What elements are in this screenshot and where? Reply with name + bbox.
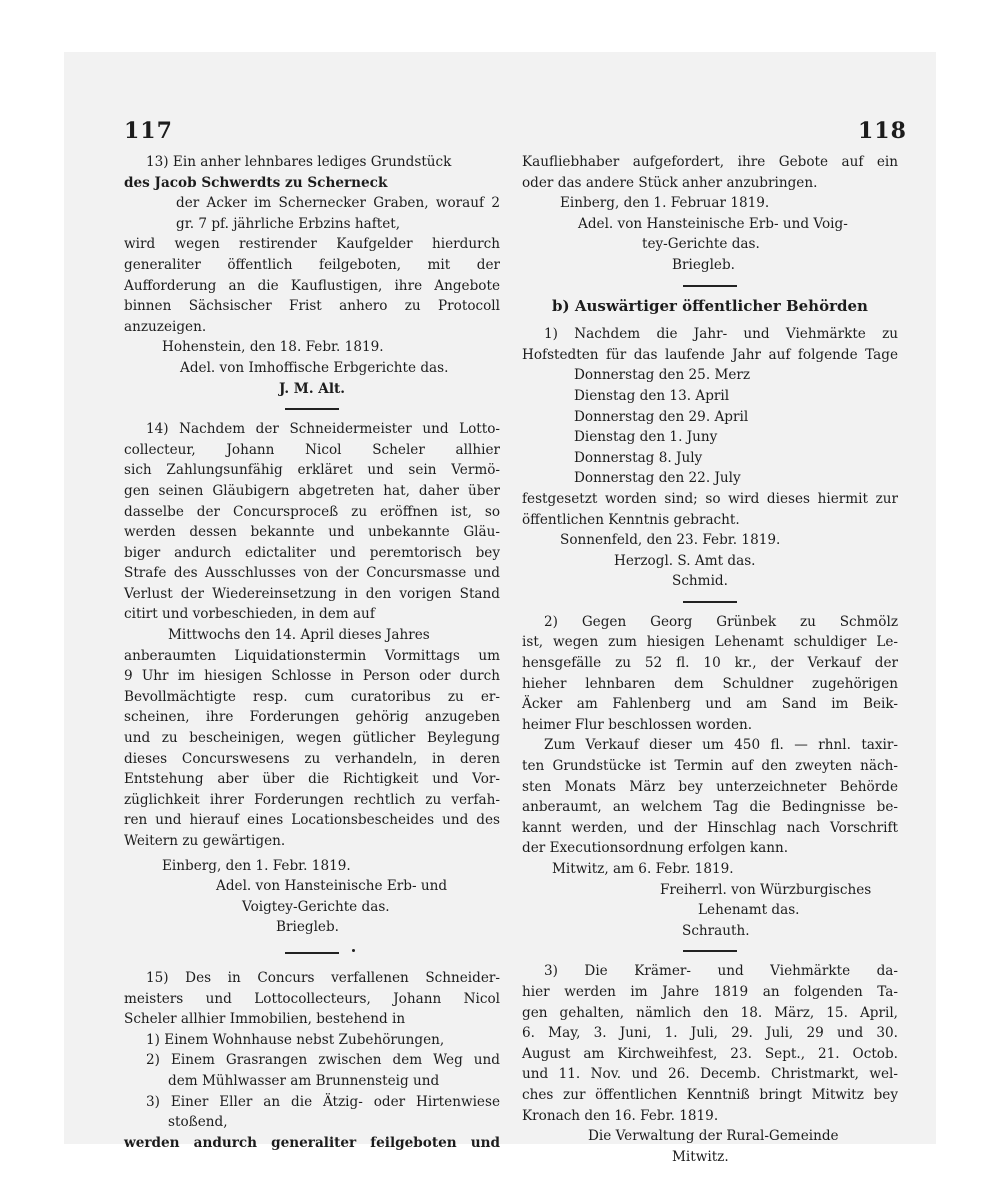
continuation-line: oder das andere Stück anher anzubringen. (522, 174, 818, 191)
notice-r2-line: ten Grundstücke ist Termin auf den zweyten näch- (522, 758, 898, 775)
notice-r3-line: Kronach den 16. Febr. 1819. (522, 1107, 719, 1124)
notice-15-line: meisters und Lottocollecteurs, Johann Nicol (124, 990, 500, 1007)
notice-14-line: gen seinen Gläubigern abgetreten hat, daher über (124, 482, 500, 499)
continuation (522, 152, 898, 276)
notice-r2-line: der Executionsordnung erfolgen kann. (522, 840, 789, 857)
market-day: Donnerstag den 22. July (574, 470, 741, 487)
market-day: Dienstag den 1. Juny (574, 429, 718, 446)
section-heading: b) Auswärtiger öffentlicher Behörden (552, 296, 868, 315)
notice-r3-line: August am Kirchweihfest, 23. Sept., 21. Octob. (522, 1045, 898, 1062)
notice-r1-signer: Schmid. (672, 573, 728, 590)
notice-r2-line: Äcker am Fahlenberg und am Sand im Beik- (522, 696, 898, 713)
notice-14-line: Bevollmächtigte resp. cum curatoribus zu er- (124, 688, 500, 705)
notice-r2-line: 2) Gegen Georg Grünbek zu Schmölz (544, 613, 898, 630)
notice-r2-line: anberaumt, an welchem Tag die Bedingnisse be- (522, 799, 898, 816)
notice-14-line: sich Zahlungsunfähig erkläret und sein Vermö- (124, 462, 500, 479)
notice-15-line: Scheler allhier Immobilien, bestehend in (124, 1011, 406, 1028)
notice-14-line: 9 Uhr im hiesigen Schlosse in Person oder durch (124, 668, 500, 685)
notice-14-line: anberaumten Liquidationstermin Vormittags um (124, 647, 500, 664)
notice-14-place-date: Einberg, den 1. Febr. 1819. (162, 857, 351, 874)
divider (683, 950, 737, 952)
notice-14 (124, 419, 500, 938)
notice-r2-line: hieher lehnbaren dem Schuldner zugehörigen (522, 675, 898, 692)
notice-r1-line: öffentlichen Kenntnis gebracht. (522, 511, 740, 528)
notice-14-line: Strafe des Ausschlusses von der Concursmasse und (124, 565, 500, 582)
notice-r3-line: hier werden im Jahre 1819 an folgenden Ta- (522, 983, 898, 1000)
notice-13-body: wird wegen restirender Kaufgelder hierdurch generaliter öffentlich feilgeboten, mit der Aufforderung an die Kauflustigen, ihre Angebote binnen Sächsischer Frist anhero zu Protocoll anzuzeigen. (124, 236, 500, 335)
notice-r3-signer: Mitwitz. (672, 1148, 729, 1165)
continuation-authority-1: Adel. von Hansteinische Erb- und Voig- (578, 215, 848, 232)
notice-r3-line: und 11. Nov. und 26. Decemb. Christmarkt, wel- (522, 1066, 898, 1083)
notice-14-line: dasselbe der Concursproceß zu eröffnen ist, so (124, 503, 500, 520)
notice-r2-place-date: Mitwitz, am 6. Febr. 1819. (552, 861, 734, 877)
notice-r3-line: ches zur öffentlichen Kenntniß bringt Mitwitz bey (522, 1086, 898, 1103)
notice-r1-line: festgesetzt worden sind; so wird dieses hiermit zur (522, 490, 898, 507)
notice-15-item: dem Mühlwasser am Brunnensteig und (168, 1072, 440, 1089)
notice-13 (124, 152, 500, 399)
notice-r1-line: 1) Nachdem die Jahr- und Viehmärkte zu (544, 326, 898, 343)
notice-13-line2: des Jacob Schwerdts zu Scherneck (124, 174, 388, 191)
notice-r2-line: kannt werden, und der Hinschlag nach Vorschrift (522, 819, 898, 836)
notice-15-item: 3) Einer Eller an die Ätzig- oder Hirtenwiese (146, 1093, 500, 1110)
notice-r3-line: 6. May, 3. Juni, 1. Juli, 29. Juli, 29 und 30. (522, 1025, 898, 1042)
notice-14-line: ren und hierauf eines Locationsbescheides und des (124, 812, 500, 829)
notice-r3 (522, 961, 898, 1167)
notice-14-authority-2: Voigtey-Gerichte das. (242, 898, 390, 915)
notice-r2-authority-2: Lehenamt das. (698, 902, 800, 919)
notice-14-line: werden dessen bekannte und unbekannte Gläu- (124, 524, 500, 541)
page-number-left: 117 (124, 118, 173, 144)
notice-14-signer: Briegleb. (276, 919, 339, 936)
market-day: Donnerstag den 25. Merz (574, 367, 751, 384)
notice-15-item: 2) Einem Grasrangen zwischen dem Weg und (146, 1052, 500, 1069)
market-day: Dienstag den 13. April (574, 387, 730, 404)
notice-14-line: Entstehung aber über die Richtigkeit und Vor- (124, 771, 500, 788)
notice-15-item: 1) Einem Wohnhause nebst Zubehörungen, (146, 1031, 445, 1048)
notice-13-place-date: Hohenstein, den 18. Febr. 1819. (162, 339, 384, 356)
notice-14-line: Weitern zu gewärtigen. (124, 833, 286, 849)
notice-r2 (522, 612, 898, 942)
notice-r1 (522, 324, 898, 592)
left-column (124, 152, 500, 1153)
divider (683, 601, 737, 603)
notice-r2-line: heimer Flur beschlossen worden. (522, 716, 753, 733)
page-number-right: 118 (858, 118, 907, 144)
notice-14-line: citirt und vorbeschieden, in dem auf (124, 606, 375, 623)
notice-r2-line: Zum Verkauf dieser um 450 fl. — rhnl. taxir- (544, 737, 898, 754)
market-day: Donnerstag 8. July (574, 449, 703, 466)
notice-13-authority: Adel. von Imhoffische Erbgerichte das. (180, 359, 449, 376)
notice-r2-line: ist, wegen zum hiesigen Lehenamt schuldiger Le- (522, 634, 898, 651)
market-days (522, 365, 898, 489)
divider (285, 952, 339, 954)
divider (683, 285, 737, 287)
notice-r2-signer: Schrauth. (682, 922, 750, 939)
notice-r1-authority: Herzogl. S. Amt das. (614, 552, 756, 569)
notice-r2-authority-1: Freiherrl. von Würzburgisches (660, 881, 872, 898)
notice-14-line: biger andurch edictaliter und peremtorisch bey (124, 544, 500, 561)
notice-15 (124, 968, 500, 1153)
notice-14-term: Mittwochs den 14. April dieses Jahres (168, 627, 430, 644)
notice-14-line: scheinen, ihre Forderungen gehörig anzugeben (124, 709, 500, 726)
continuation-signer: Briegleb. (672, 256, 735, 273)
notice-r2-line: hensgefälle zu 52 fl. 10 kr., der Verkauf der (522, 655, 898, 672)
notice-13-signer: J. M. Alt. (278, 380, 346, 397)
market-day: Donnerstag den 29. April (574, 408, 749, 425)
continuation-place-date: Einberg, den 1. Februar 1819. (560, 195, 770, 212)
notice-r3-authority: Die Verwaltung der Rural-Gemeinde (588, 1128, 839, 1145)
notice-14-line: züglichkeit ihrer Forderungen rechtlich zu verfah- (124, 791, 500, 808)
notice-13-detail: der Acker im Schernecker Graben, worauf 2 gr. 7 pf. jährliche Erbzins haftet, (176, 195, 500, 232)
notice-13-line1: 13) Ein anher lehnbares lediges Grundstück (146, 154, 452, 170)
notice-14-line: collecteur, Johann Nicol Scheler allhier (124, 441, 500, 458)
notice-r1-line: Hofstedten für das laufende Jahr auf folgende Tage (522, 346, 898, 363)
divider (285, 408, 339, 410)
notice-14-line: und zu bescheinigen, wegen gütlicher Beylegung (124, 730, 500, 747)
notice-15-line: werden andurch generaliter feilgeboten und (124, 1134, 500, 1151)
notice-r2-line: sten Monats März bey unterzeichneter Behörde (522, 778, 898, 795)
notice-15-item: stoßend, (168, 1114, 228, 1131)
notice-r1-place-date: Sonnenfeld, den 23. Febr. 1819. (560, 532, 781, 549)
continuation-line: Kaufliebhaber aufgefordert, ihre Gebote auf ein (522, 154, 898, 170)
notice-14-line: 14) Nachdem der Schneidermeister und Lotto- (146, 421, 500, 438)
notice-14-line: dieses Concurswesens zu verhandeln, in deren (124, 750, 500, 767)
continuation-authority-2: tey-Gerichte das. (642, 236, 760, 253)
notice-r3-line: gen gehalten, nämlich den 18. März, 15. April, (522, 1004, 898, 1021)
notice-14-authority-1: Adel. von Hansteinische Erb- und (216, 878, 448, 895)
notice-r3-line: 3) Die Krämer- und Viehmärkte da- (544, 963, 898, 980)
notice-15-line: 15) Des in Concurs verfallenen Schneider- (146, 969, 500, 986)
notice-14-line: Verlust der Wiedereinsetzung in den vorigen Stand (124, 585, 500, 602)
right-column (522, 152, 898, 1167)
